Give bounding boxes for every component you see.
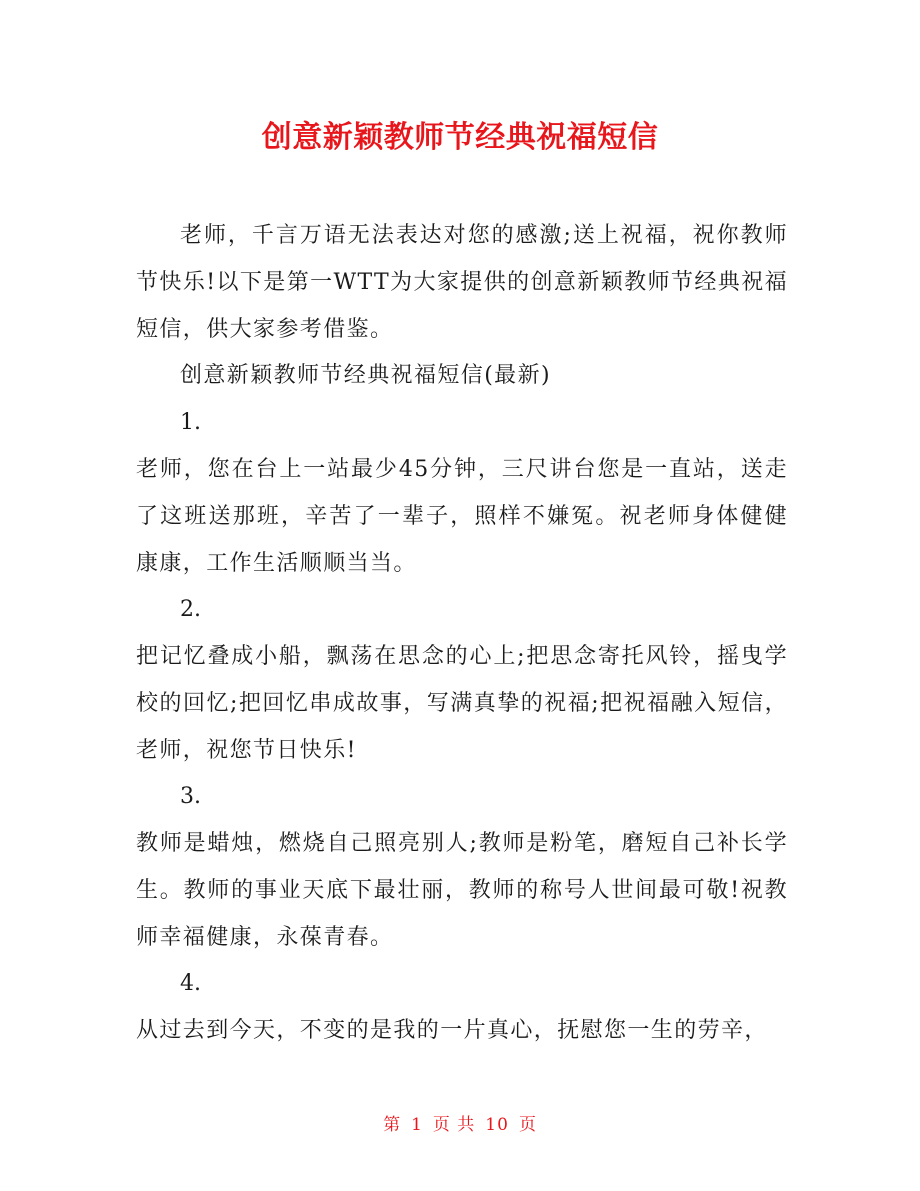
page-footer <box>0 1110 920 1140</box>
item-text: 把记忆叠成小船，飘荡在思念的心上;把思念寄托风铃，摇曳学校的回忆;把回忆串成故事，写满真挚的祝福;把祝福融入短信，老师，祝您节日快乐! <box>136 644 788 763</box>
footer-total-pages: 10 <box>485 1115 509 1135</box>
intro-paragraph: 老师，千言万语无法表达对您的感激;送上祝福，祝你教师节快乐!以下是第一WTT为大家提供的创意新颖教师节经典祝福短信，供大家参考借鉴。 <box>136 223 788 342</box>
item-number: 3. <box>180 784 201 809</box>
footer-current-page: 1 <box>411 1115 423 1135</box>
item-number: 4. <box>180 971 201 996</box>
footer-mid: 页 共 <box>432 1115 476 1135</box>
item-text: 从过去到今天，不变的是我的一片真心，抚慰您一生的劳辛， <box>136 1018 768 1043</box>
subheading: 创意新颖教师节经典祝福短信(最新) <box>180 363 551 388</box>
item-text: 教师是蜡烛，燃烧自己照亮别人;教师是粉笔，磨短自己补长学生。教师的事业天底下最壮丽，教师的称号人世间最可敬!祝教师幸福健康，永葆青春。 <box>136 831 788 950</box>
item-number: 2. <box>180 597 201 622</box>
item-text: 老师，您在台上一站最少45分钟，三尺讲台您是一直站，送走了这班送那班，辛苦了一辈子，照样不嫌冤。祝老师身体健健康康，工作生活顺顺当当。 <box>136 457 788 576</box>
footer-prefix: 第 <box>383 1115 402 1135</box>
item-number: 1. <box>180 410 201 435</box>
document-title: 创意新颖教师节经典祝福短信 <box>261 120 659 155</box>
footer-suffix: 页 <box>518 1115 537 1135</box>
